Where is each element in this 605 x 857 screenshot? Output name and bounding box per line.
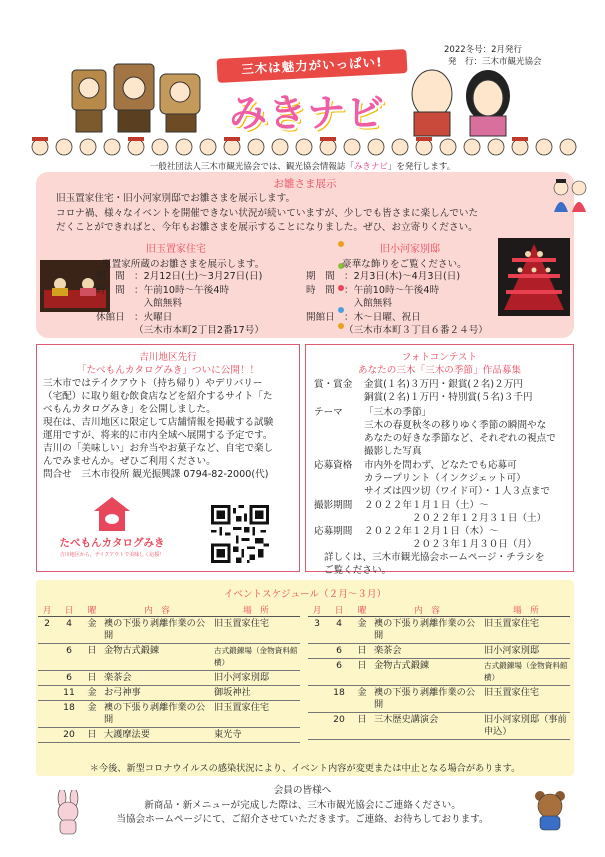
content-cell: 襖の下張り剥離作業の公開 [372, 686, 482, 713]
weekday-cell: 日 [82, 644, 102, 671]
place-cell: 東光寺 [212, 728, 300, 743]
schedule-value: ：午前10時～午後4時 [134, 284, 230, 296]
schedule-value: （三木市本町2丁目2番17号） [134, 325, 264, 337]
col-content: 内 容 [372, 604, 482, 617]
table-row [308, 686, 570, 713]
schedule-value: ：火曜日 [134, 311, 173, 323]
table-row [38, 728, 300, 743]
hina-doll-icon [548, 176, 592, 216]
day-cell: 6 [326, 644, 352, 659]
takeout-line: 運用ですが、将来的に市内全域へ展開する予定です。 [43, 430, 273, 441]
place-cell: 旧玉置家住宅 [212, 617, 300, 644]
hina-section [36, 172, 574, 338]
event-schedule-section [36, 580, 574, 776]
table-header-row [308, 604, 570, 617]
weekday-cell: 金 [82, 617, 102, 644]
tamaki-title: 旧玉置家住宅 [146, 244, 206, 255]
schedule-key: 時 間 [96, 284, 125, 296]
table-row [308, 659, 570, 686]
photo-value: ２０２２年１２月１日（木）～ [364, 526, 499, 537]
place-cell: 旧玉置家住宅 [482, 686, 570, 713]
content-cell: 襖の下張り剥離作業の公開 [102, 701, 212, 728]
schedule-row [306, 270, 488, 284]
photo-value: 撮影した写真 [364, 446, 422, 457]
photo-key [314, 473, 364, 486]
month-cell: 2 [38, 617, 56, 644]
day-cell: 20 [326, 713, 352, 740]
tabemon-catalog-logo [47, 495, 177, 567]
event-table-february [38, 604, 300, 743]
weekday-cell: 日 [352, 713, 372, 740]
photo-row [314, 539, 537, 552]
month-cell [38, 671, 56, 686]
photo-key: 応募期間 [314, 526, 353, 537]
photo-row [314, 526, 498, 539]
photo-footer-line: ご覧ください。 [324, 565, 392, 576]
col-content: 内 容 [102, 604, 212, 617]
photo-value: 市内外を問わず、どなたでも応募可 [364, 460, 517, 471]
day-cell: 4 [56, 617, 82, 644]
col-weekday: 曜 [82, 604, 102, 617]
photo-footer [324, 551, 574, 577]
takeout-section [36, 344, 300, 572]
schedule-key [96, 324, 134, 338]
photo-value: 三木の春夏秋冬の移りゆく季節の瞬間やな [364, 420, 547, 431]
place-cell: 旧玉置家住宅 [212, 701, 300, 728]
issue-info [444, 44, 542, 68]
photo-key [314, 420, 364, 433]
place-cell: 古式鍛錬場（金物資料館横） [212, 644, 300, 671]
photo-contest-section [305, 344, 574, 576]
table-row [308, 713, 570, 740]
catalog-logo-text: たべもんカタログみき [59, 537, 165, 549]
place-cell: 旧小河家別邸（事前申込） [482, 713, 570, 740]
day-cell: 6 [326, 659, 352, 686]
tamaki-schedule [96, 270, 264, 338]
photo-footer-line: 詳しくは、三木市観光協会ホームページ・チラシを [324, 552, 545, 563]
photo-key [314, 392, 364, 405]
col-place: 場 所 [482, 604, 570, 617]
weekday-cell: 日 [82, 671, 102, 686]
schedule-key [306, 324, 344, 338]
schedule-row [96, 284, 264, 298]
mascot-group-right-illustration [402, 66, 522, 138]
member-notice [0, 784, 605, 828]
photo-value: サイズは四ツ切（ワイド可）・１人３点まで [364, 486, 551, 497]
weekday-cell: 金 [352, 617, 372, 644]
intro-text [0, 160, 605, 172]
schedule-key [306, 297, 344, 311]
logo-banner: 三木は魅力がいっぱい! [217, 49, 408, 83]
schedule-value: 入館無料 [344, 298, 392, 310]
col-month: 月 [38, 604, 56, 617]
ogo-schedule [306, 270, 488, 338]
schedule-key: 期 間 [96, 271, 125, 282]
schedule-row [306, 297, 488, 311]
hina-text-line: 旧玉置家住宅・旧小河家別邸でお雛さまを展示します。 [56, 193, 296, 204]
photo-value: 「三木の季節」 [364, 407, 432, 418]
weekday-cell: 日 [82, 728, 102, 743]
table-row [38, 686, 300, 701]
schedule-value: ：午前10時～午後4時 [344, 284, 440, 296]
hina-text [56, 192, 542, 236]
takeout-body [43, 377, 297, 481]
day-cell: 18 [326, 686, 352, 713]
event-schedule-title: イベントスケジュール（２月～３月） [223, 589, 387, 600]
col-place: 場 所 [212, 604, 300, 617]
takeout-line: 現在は、吉川地区に限定して店舗情報を掲載する試験 [43, 417, 274, 428]
content-cell: 襖の下張り剥離作業の公開 [372, 617, 482, 644]
place-cell: 旧小河家別邸 [212, 671, 300, 686]
photo-key [314, 486, 364, 499]
schedule-key [96, 297, 134, 311]
photo-row [314, 513, 546, 526]
takeout-line: 問合せ 三木市役所 観光振興課 0794-82-2000(代) [43, 469, 269, 480]
schedule-key: 休館日 [96, 311, 125, 323]
photo-key [314, 539, 364, 552]
event-table-march [308, 604, 570, 740]
schedule-key: 時 間 [306, 284, 335, 296]
mascot-group-left-illustration [68, 60, 208, 136]
photo-row [314, 407, 431, 420]
content-cell: 楽茶会 [372, 644, 482, 659]
weekday-cell: 金 [82, 686, 102, 701]
schedule-value: （三木市本町３丁目６番２４号） [344, 325, 488, 337]
bear-mascot-icon [530, 786, 570, 832]
schedule-row [96, 324, 264, 338]
table-row [38, 644, 300, 671]
takeout-line: 三木市ではテイクアウト（持ち帰り）やデリバリー [43, 378, 263, 389]
content-cell: 大護摩法要 [102, 728, 212, 743]
schedule-value: ：2月12日(土)～3月27日(日) [134, 271, 263, 282]
photo-value: ２０２２年１月１日（土）～ [364, 500, 489, 511]
col-weekday: 曜 [352, 604, 372, 617]
takeout-line: 吉川の「美味しい」お弁当やお菓子など、自宅で楽し [43, 443, 274, 454]
photo-key [314, 433, 364, 446]
schedule-row [306, 311, 488, 325]
day-cell: 4 [326, 617, 352, 644]
photo-heading-sub: あなたの三木「三木の季節」作品募集 [357, 365, 522, 376]
content-cell: 金物古式鍛錬 [102, 644, 212, 671]
day-cell: 6 [56, 644, 82, 671]
weekday-cell: 金 [82, 701, 102, 728]
photo-row [314, 379, 523, 392]
photo-heading: フォトコンテスト [401, 352, 478, 363]
content-cell: 三木歴史講演会 [372, 713, 482, 740]
col-month: 月 [308, 604, 326, 617]
schedule-row [96, 297, 264, 311]
photo-row [314, 420, 546, 433]
photo-row [314, 446, 422, 459]
table-header-row [38, 604, 300, 617]
weekday-cell: 金 [352, 686, 372, 713]
photo-value: カラープリント（インクジェット可） [364, 473, 526, 484]
content-cell: 襖の下張り剥離作業の公開 [102, 617, 212, 644]
month-cell [38, 701, 56, 728]
takeout-heading: 「たべもんカタログみき」ついに公開！！ [76, 365, 260, 376]
publisher-line: 発 行：三木市観光協会 [448, 57, 542, 67]
day-cell: 11 [56, 686, 82, 701]
month-cell [38, 686, 56, 701]
table-row [38, 671, 300, 686]
schedule-key: 期 間 [306, 271, 335, 282]
photo-key: テーマ [314, 407, 343, 418]
photo-value: ２０２２年１２月３１日（土） [364, 513, 547, 524]
weekday-cell: 日 [352, 659, 372, 686]
month-cell: 3 [308, 617, 326, 644]
member-notice-line: 当協会ホームページにて、ご紹介させていただきます。ご連絡、お待ちしております。 [116, 814, 489, 825]
schedule-value: ：2月3日(木)～4月3日(日) [344, 271, 461, 282]
content-cell: お弓神事 [102, 686, 212, 701]
col-day: 日 [56, 604, 82, 617]
schedule-row [306, 284, 488, 298]
mikinavi-logo [205, 50, 415, 135]
month-cell [38, 728, 56, 743]
place-cell: 古式鍛錬場（金物資料館横） [482, 659, 570, 686]
content-cell: 楽茶会 [102, 671, 212, 686]
hina-title: お雛さま展示 [273, 178, 337, 190]
intro-post: 」を発行します。 [387, 162, 456, 172]
photo-value: 金賞(１名)３万円・銀賞(２名)２万円 [364, 379, 523, 390]
photo-value: あなたの好きな季節など、それぞれの視点で [364, 433, 556, 444]
photo-row [314, 392, 532, 405]
photo-key: 応募資格 [314, 460, 353, 471]
place-cell: 旧小河家別邸 [482, 644, 570, 659]
schedule-value: ：木～日曜、祝日 [344, 311, 421, 323]
photo-row [314, 473, 526, 486]
issue-line: 2022冬号：2月発行 [444, 45, 523, 55]
table-row [308, 644, 570, 659]
takeout-line: べもんカタログみき」を公開しました。 [43, 404, 216, 415]
photo-key [314, 513, 364, 526]
photo-key [314, 446, 364, 459]
rabbit-mascot-icon [50, 790, 86, 836]
photo-row [314, 500, 489, 513]
event-note: ＊今後、新型コロナウイルスの感染状況により、イベント内容が変更または中止となる場合があります。 [89, 763, 521, 774]
day-cell: 6 [56, 671, 82, 686]
photo-key: 撮影期間 [314, 500, 353, 511]
character-row-illustration [30, 134, 578, 160]
member-notice-line: 新商品・新メニューが完成した際は、三木市観光協会にご連絡ください。 [144, 799, 461, 811]
schedule-row [96, 270, 264, 284]
schedule-row [96, 311, 264, 325]
photo-row [314, 486, 550, 499]
photo-row [314, 460, 517, 473]
schedule-row [306, 324, 488, 338]
month-cell [308, 686, 326, 713]
catalog-logo-sub: 吉川地区から、テイクアウトで美味しく応援！ [59, 552, 165, 558]
takeout-line: んでみませんか。ぜひご利用ください。 [43, 456, 216, 467]
content-cell: 金物古式鍛錬 [372, 659, 482, 686]
month-cell [308, 644, 326, 659]
table-row [308, 617, 570, 644]
schedule-value: 入館無料 [134, 298, 182, 310]
place-cell: 御坂神社 [212, 686, 300, 701]
col-day: 日 [326, 604, 352, 617]
table-row [38, 701, 300, 728]
photo-row [314, 433, 556, 446]
hina-text-line: だくことができればと、今年もお雛さまを展示することになりました。ぜひ、お立寄りください。 [56, 222, 478, 233]
weekday-cell: 日 [352, 644, 372, 659]
day-cell: 20 [56, 728, 82, 743]
day-cell: 18 [56, 701, 82, 728]
member-notice-title: 会員の皆様へ [273, 785, 332, 796]
photo-key: 賞・賞金 [314, 379, 353, 390]
table-row [38, 617, 300, 644]
photo-value: 銅賞(２名)１万円・特別賞(５名)３千円 [364, 392, 533, 403]
qr-code[interactable] [211, 505, 269, 563]
month-cell [38, 644, 56, 671]
logo-title: みきナビ [229, 91, 386, 135]
photo-value: ２０２３年１月３０日（月） [364, 539, 537, 550]
tamaki-lead: 玉置家所蔵のお雛さまを展示します。 [102, 259, 265, 270]
hina-doll-photo-right [498, 238, 570, 316]
ogo-lead: 豪華な飾りをご覧ください。 [342, 259, 467, 270]
ogo-title: 旧小河家別邸 [380, 244, 440, 255]
intro-name: みきナビ [353, 162, 388, 172]
intro-pre: 一般社団法人三木市観光協会では、観光協会情報誌「 [149, 162, 354, 172]
month-cell [308, 659, 326, 686]
takeout-heading-area: 吉川地区先行 [139, 352, 197, 363]
house-bowl-icon [92, 495, 132, 533]
hina-text-line: コロナ禍、様々なイベントを開催できない状況が続いていますが、少しでも皆さまに楽しんでいた [56, 207, 479, 219]
place-cell: 旧玉置家住宅 [482, 617, 570, 644]
takeout-line: （宅配）に取り組む飲食店などを紹介するサイト「た [43, 391, 273, 402]
month-cell [308, 713, 326, 740]
schedule-key: 開館日 [306, 311, 335, 323]
